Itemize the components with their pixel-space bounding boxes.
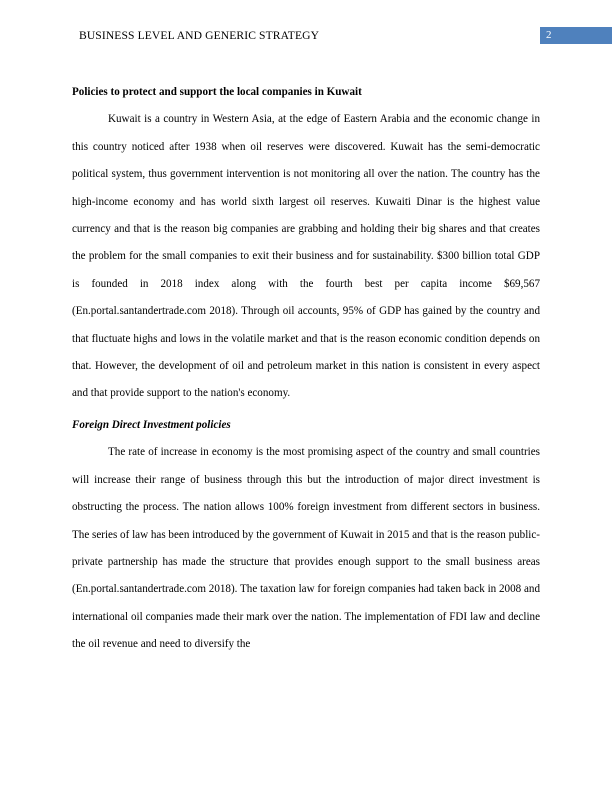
section-heading-fdi-policies: Foreign Direct Investment policies <box>72 418 231 431</box>
section-heading-local-companies: Policies to protect and support the local companies in Kuwait <box>72 86 362 98</box>
section-paragraph-fdi-policies: The rate of increase in economy is the most promising aspect of the country and small countries will increase their range of business through this but the introduction of major direct investment is obstructing the process. The nation allows 100% foreign investment from different sectors in business. The series of law has been introduced by the government of Kuwait in 2015 and that is the reason public-private partnership has made the structure that provides enough support to the small business areas (En.portal.santandertrade.com 2018). The taxation law for foreign companies had taken back in 2008 and international oil companies made their mark over the nation. The implementation of FDI law and decline the oil revenue and need to diversify the <box>72 446 540 651</box>
page-number-badge: 2 <box>540 27 612 44</box>
section-paragraph-local-companies: Kuwait is a country in Western Asia, at the edge of Eastern Arabia and the economic change in this country noticed after 1938 when oil reserves were discovered. Kuwait has the semi-democratic political system, thus government intervention is not monitoring all over the nation. The country has the high-income economy and has world sixth largest oil reserves. Kuwaiti Dinar is the highest value currency and that is the reason big companies are grabbing and holding their big shares and that creates the problem for the small companies to exit their business and for sustainability. $300 billion total GDP is founded in 2018 index along with the fourth best per capita income $69,567 (En.portal.santandertrade.com 2018). Through oil accounts, 95% of GDP has gained by the country and that fluctuate highs and lows in the volatile market and that is the reason economic condition depends on that. However, the development of oil and petroleum market in this nation is consistent in every aspect and that provide support to the nation's economy. <box>72 113 540 400</box>
document-body <box>72 79 540 659</box>
running-head-title: BUSINESS LEVEL AND GENERIC STRATEGY <box>79 29 320 42</box>
